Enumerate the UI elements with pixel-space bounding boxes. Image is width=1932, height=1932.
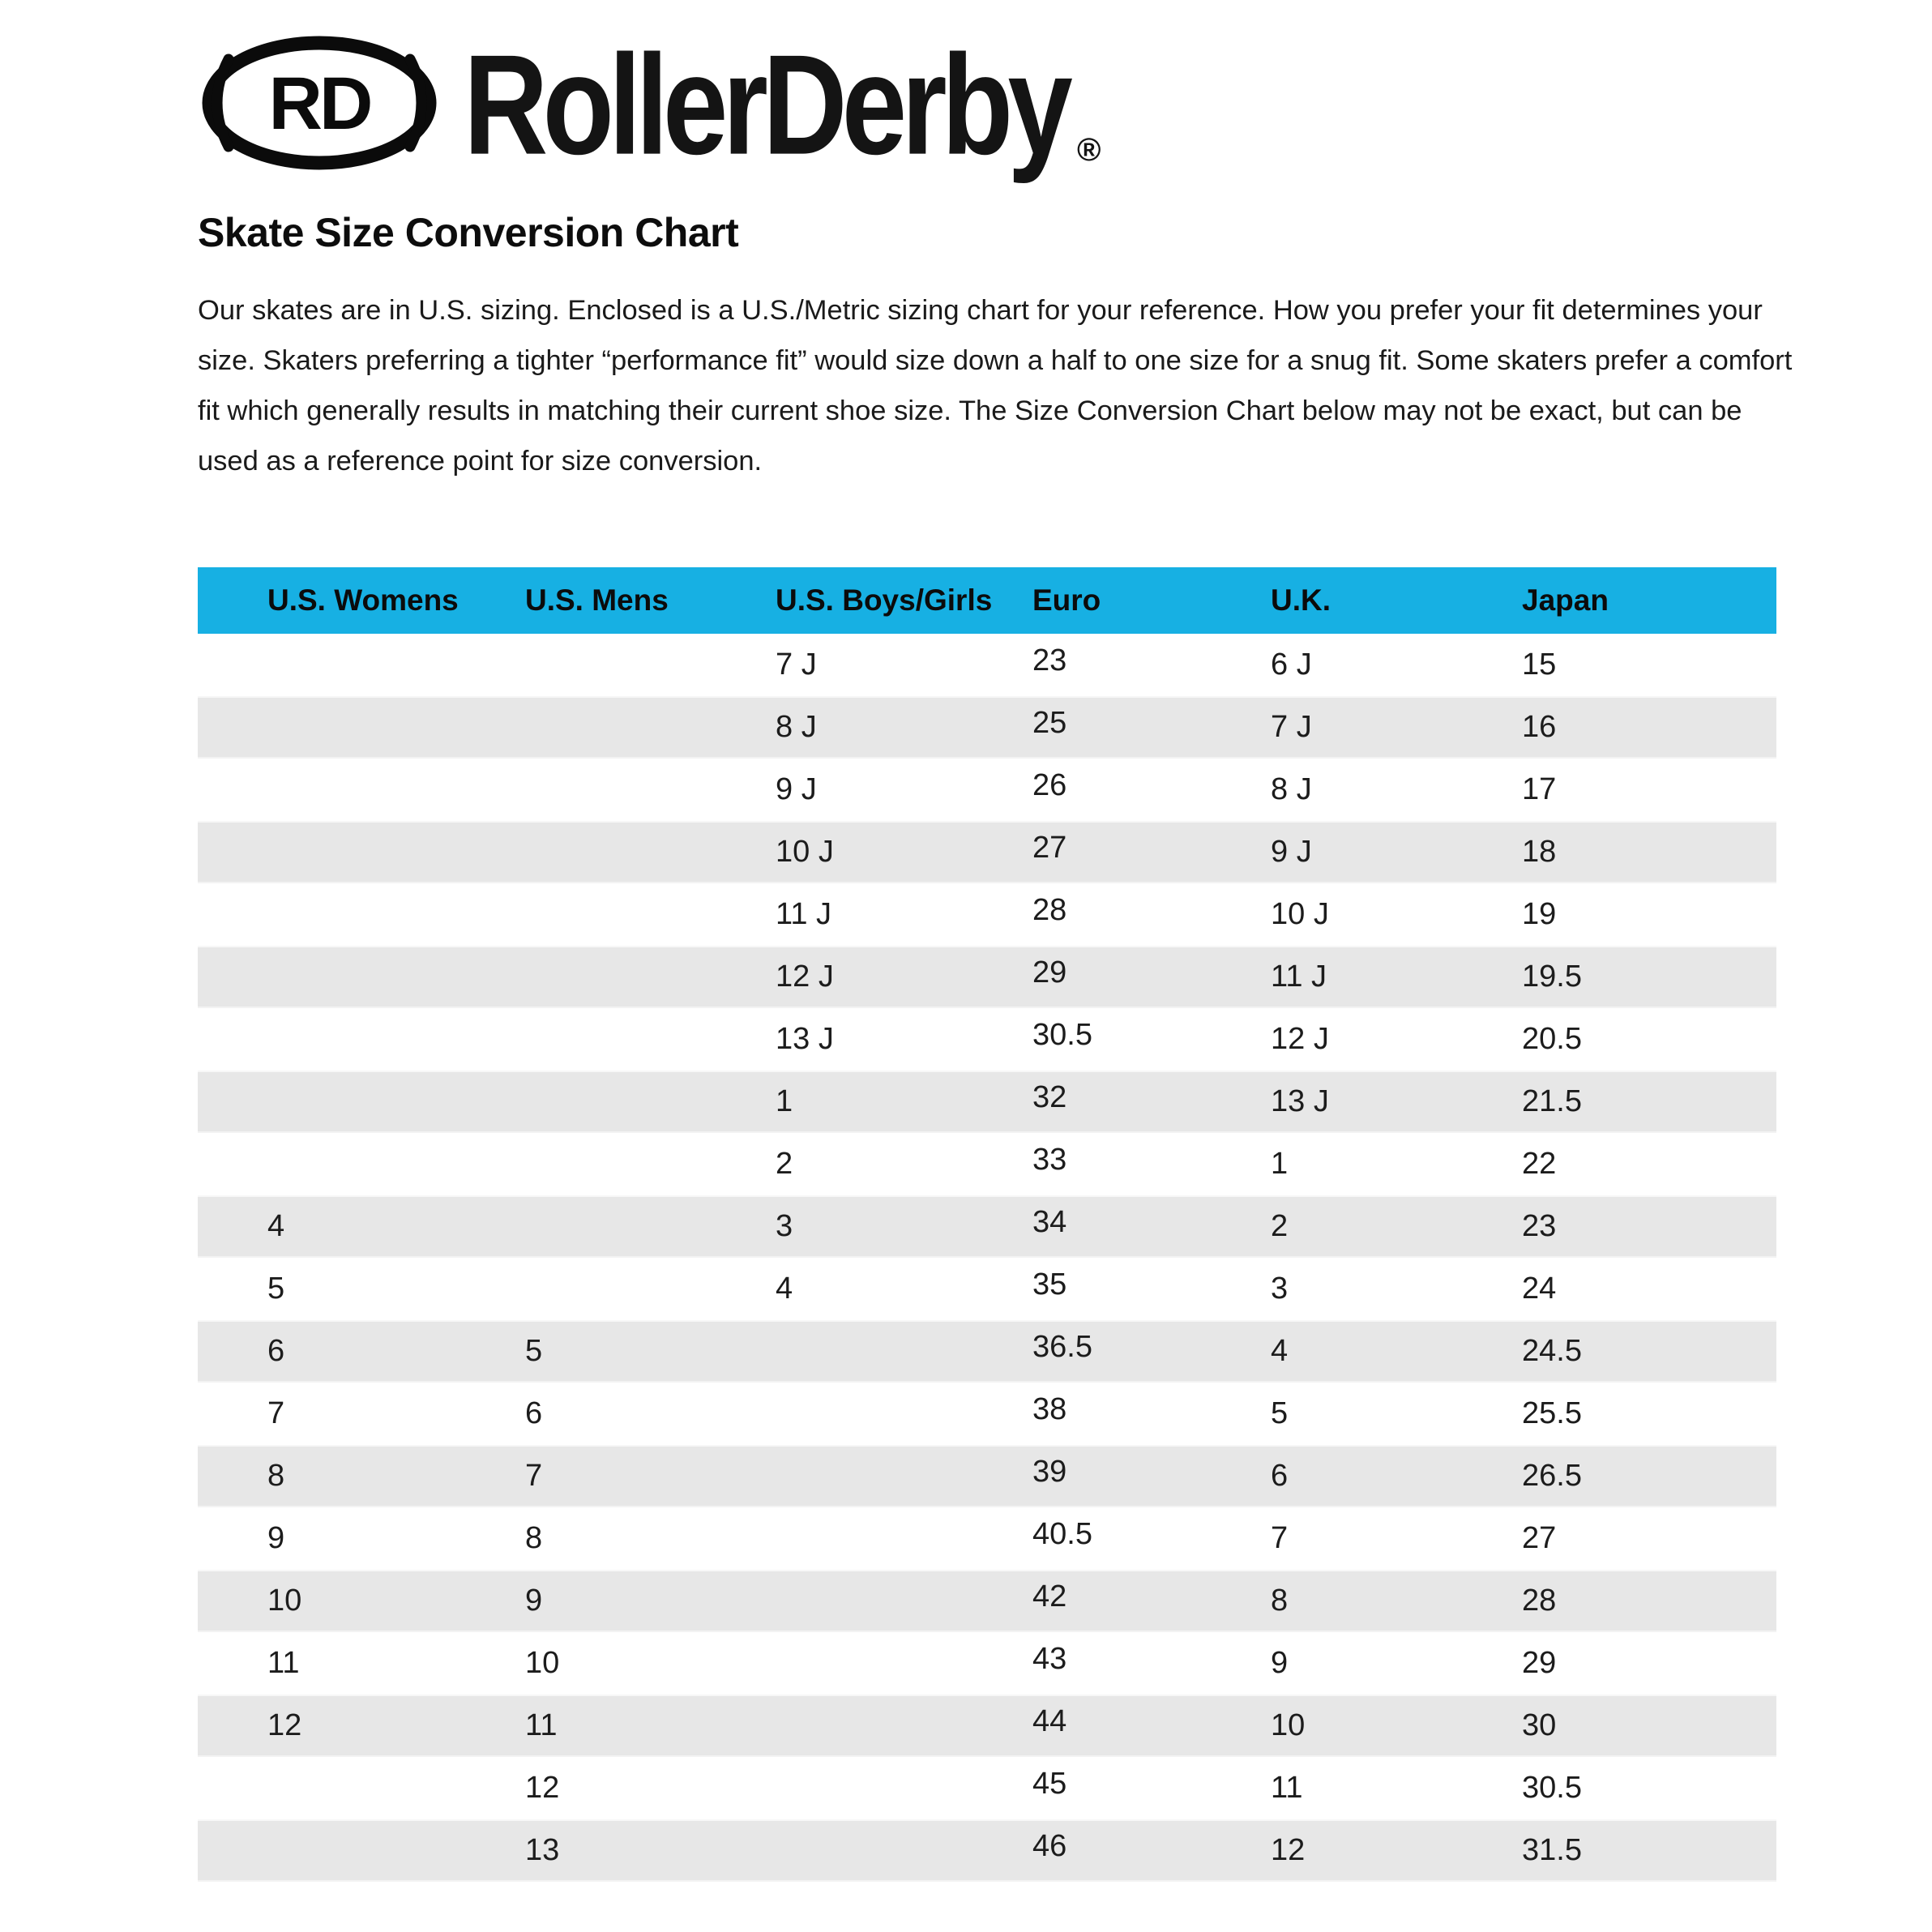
table-cell: 16 <box>1522 710 1557 744</box>
table-cell: 4 <box>1271 1334 1289 1368</box>
table-cell: 9 <box>525 1584 543 1618</box>
table-cell: 43 <box>1032 1642 1067 1676</box>
table-cell: 7 <box>1271 1521 1289 1555</box>
table-cell: 6 <box>267 1334 285 1368</box>
column-header-uk: U.K. <box>1271 583 1331 617</box>
table-cell: 9 <box>1271 1646 1289 1680</box>
table-cell: 3 <box>1271 1272 1289 1306</box>
rd-monogram-icon <box>198 35 441 171</box>
table-cell: 9 J <box>776 772 817 806</box>
table-cell: 9 <box>267 1521 285 1555</box>
table-cell: 12 <box>525 1771 560 1805</box>
table-cell: 10 <box>1271 1708 1306 1742</box>
table-cell: 8 <box>267 1459 285 1493</box>
table-row <box>198 1507 1776 1570</box>
table-cell: 4 <box>267 1209 285 1243</box>
table-cell: 30.5 <box>1032 1018 1092 1052</box>
table-cell: 7 <box>267 1396 285 1430</box>
table-cell: 39 <box>1032 1455 1067 1489</box>
table-cell: 38 <box>1032 1392 1067 1426</box>
table-cell: 31.5 <box>1522 1833 1582 1867</box>
table-cell: 5 <box>267 1272 285 1306</box>
table-row <box>198 759 1776 821</box>
column-header-japan: Japan <box>1522 583 1609 617</box>
table-row <box>198 946 1776 1008</box>
table-cell: 12 <box>1271 1833 1306 1867</box>
table-cell: 33 <box>1032 1143 1067 1177</box>
roller-derby-logo <box>198 25 1101 185</box>
table-row <box>198 634 1776 696</box>
table-cell: 12 J <box>776 960 834 994</box>
column-header-us-boysgirls: U.S. Boys/Girls <box>776 583 993 617</box>
table-cell: 23 <box>1032 643 1067 677</box>
table-cell: 5 <box>1271 1396 1289 1430</box>
table-cell: 27 <box>1522 1521 1557 1555</box>
table-cell: 28 <box>1032 893 1067 927</box>
table-row <box>198 883 1776 946</box>
table-body <box>198 634 1776 1882</box>
intro-paragraph: Our skates are in U.S. sizing. Enclosed is a U.S./Metric sizing chart for your reference. How you prefer your fit determines your size. Skaters preferring a tighter “performance fit” would size down a half to one size for a snug fit. Some skaters prefer a comfort fit which generally results in matching their current shoe size. The Size Conversion Chart below may not be exact, but can be used as a reference point for size conversion. <box>198 295 1793 477</box>
table-cell: 2 <box>1271 1209 1289 1243</box>
table-cell: 19 <box>1522 897 1557 931</box>
table-cell: 45 <box>1032 1767 1067 1801</box>
table-cell: 11 <box>267 1646 300 1680</box>
table-cell: 10 J <box>1271 897 1329 931</box>
table-cell: 10 J <box>776 835 834 869</box>
table-row <box>198 696 1776 759</box>
table-row <box>198 1320 1776 1383</box>
table-cell: 8 J <box>1271 772 1312 806</box>
registered-trademark-icon: ® <box>1076 132 1101 168</box>
table-cell: 21.5 <box>1522 1084 1582 1118</box>
table-row <box>198 1445 1776 1507</box>
table-cell: 7 J <box>1271 710 1312 744</box>
table-cell: 13 <box>525 1833 560 1867</box>
table-row <box>198 1133 1776 1195</box>
table-cell: 36.5 <box>1032 1330 1092 1364</box>
table-row <box>198 1195 1776 1258</box>
column-header-euro: Euro <box>1032 583 1101 617</box>
table-cell: 8 J <box>776 710 817 744</box>
size-conversion-table <box>198 567 1776 1882</box>
column-header-us-womens: U.S. Womens <box>267 583 459 617</box>
table-row <box>198 1008 1776 1071</box>
table-cell: 11 <box>1271 1771 1303 1805</box>
table-cell: 28 <box>1522 1584 1557 1618</box>
table-cell: 27 <box>1032 831 1067 865</box>
table-cell: 6 <box>1271 1459 1289 1493</box>
table-cell: 1 <box>776 1084 793 1118</box>
table-cell: 11 J <box>776 897 832 931</box>
table-row <box>198 1632 1776 1695</box>
table-cell: 12 J <box>1271 1022 1329 1056</box>
table-cell: 2 <box>776 1147 793 1181</box>
table-cell: 30.5 <box>1522 1771 1582 1805</box>
table-header-row <box>198 567 1776 634</box>
table-row <box>198 1819 1776 1882</box>
table-cell: 22 <box>1522 1147 1557 1181</box>
table-cell: 13 J <box>1271 1084 1329 1118</box>
table-cell: 19.5 <box>1522 960 1582 994</box>
table-cell: 46 <box>1032 1829 1067 1863</box>
table-cell: 7 <box>525 1459 543 1493</box>
table-cell: 1 <box>1271 1147 1289 1181</box>
svg-text:RD: RD <box>268 62 370 145</box>
table-row <box>198 1258 1776 1320</box>
table-cell: 44 <box>1032 1704 1067 1738</box>
table-cell: 25.5 <box>1522 1396 1582 1430</box>
table-cell: 29 <box>1032 955 1067 990</box>
table-cell: 29 <box>1522 1646 1557 1680</box>
table-cell: 20.5 <box>1522 1022 1582 1056</box>
table-row <box>198 1757 1776 1819</box>
table-cell: 11 J <box>1271 960 1327 994</box>
table-cell: 40.5 <box>1032 1517 1092 1551</box>
table-cell: 34 <box>1032 1205 1067 1239</box>
table-cell: 11 <box>525 1708 558 1742</box>
table-cell: 26 <box>1032 768 1067 802</box>
table-cell: 12 <box>267 1708 302 1742</box>
table-cell: 35 <box>1032 1267 1067 1302</box>
table-cell: 5 <box>525 1334 543 1368</box>
table-cell: 13 J <box>776 1022 834 1056</box>
table-cell: 17 <box>1522 772 1557 806</box>
table-cell: 18 <box>1522 835 1557 869</box>
table-cell: 4 <box>776 1272 793 1306</box>
table-cell: 15 <box>1522 648 1557 682</box>
table-cell: 8 <box>1271 1584 1289 1618</box>
table-cell: 24.5 <box>1522 1334 1582 1368</box>
table-cell: 6 J <box>1271 648 1312 682</box>
table-cell: 7 J <box>776 648 817 682</box>
table-cell: 10 <box>267 1584 302 1618</box>
table-cell: 30 <box>1522 1708 1557 1742</box>
table-cell: 26.5 <box>1522 1459 1582 1493</box>
table-cell: 23 <box>1522 1209 1557 1243</box>
column-header-us-mens: U.S. Mens <box>525 583 669 617</box>
page-title: Skate Size Conversion Chart <box>198 210 739 255</box>
table-cell: 8 <box>525 1521 543 1555</box>
table-cell: 10 <box>525 1646 560 1680</box>
table-row <box>198 1570 1776 1632</box>
table-cell: 32 <box>1032 1080 1067 1114</box>
table-cell: 25 <box>1032 706 1067 740</box>
table-row <box>198 1695 1776 1757</box>
table-cell: 6 <box>525 1396 543 1430</box>
logo-wordmark: RollerDerby <box>464 25 1068 185</box>
table-cell: 42 <box>1032 1579 1067 1614</box>
table-cell: 24 <box>1522 1272 1557 1306</box>
table-cell: 3 <box>776 1209 793 1243</box>
table-cell: 9 J <box>1271 835 1312 869</box>
table-row <box>198 1071 1776 1133</box>
table-row <box>198 821 1776 883</box>
table-row <box>198 1383 1776 1445</box>
